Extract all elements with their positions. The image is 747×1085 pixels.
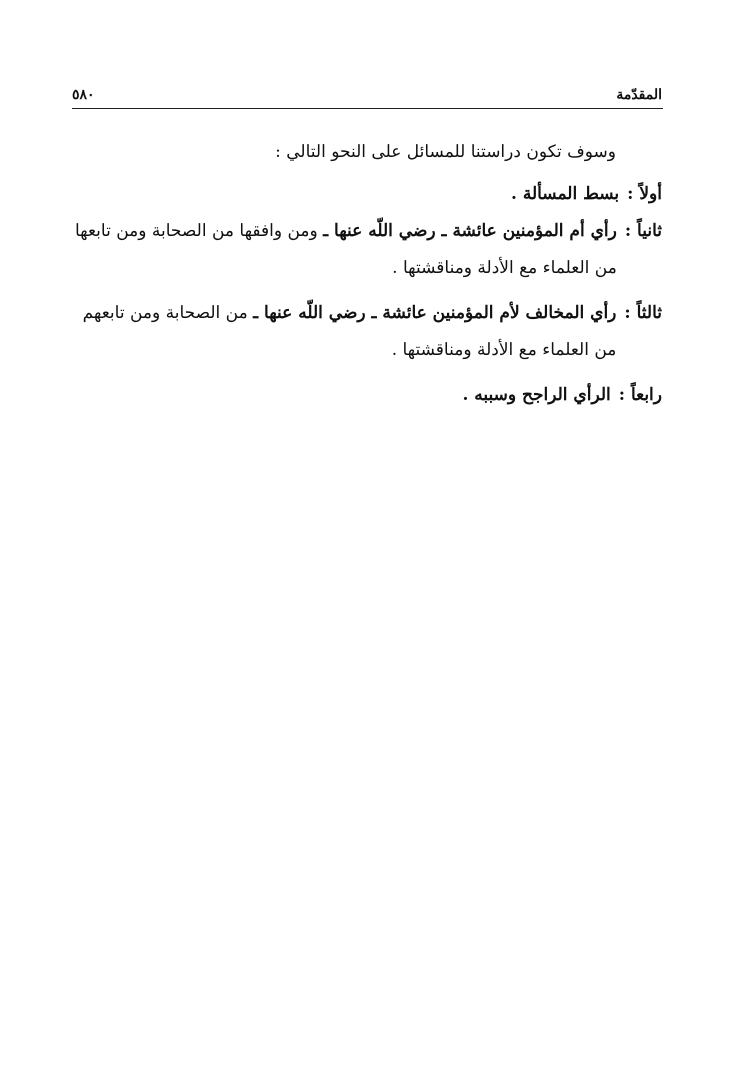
item-label: أولاً : (627, 184, 662, 204)
item-line-continuation: من العلماء مع الأدلة ومناقشتها . (392, 258, 617, 278)
item-text: بسط المسألة . (511, 184, 620, 204)
header-chapter-title: المقدّمة (616, 87, 662, 103)
item-label: رابعاً : (618, 385, 662, 405)
item-body (62, 176, 619, 213)
list-item-fourth (62, 377, 662, 414)
item-text-bold: رأي المخالف لأم المؤمنين عائشة ـ رضي اللّه عنها ـ (253, 303, 617, 323)
item-label: ثانياً : (624, 221, 662, 241)
item-line (62, 213, 617, 250)
body-text (62, 132, 662, 414)
item-text: الرأي الراجح وسببه . (462, 385, 611, 405)
item-body (62, 295, 616, 369)
item-body (62, 377, 611, 414)
item-line (62, 295, 616, 332)
running-header (72, 84, 662, 106)
list-item-third (62, 295, 662, 369)
item-body (62, 213, 617, 287)
list-item-second (62, 213, 662, 287)
intro-paragraph: وسوف تكون دراستنا للمسائل على النحو التالي : (275, 142, 616, 162)
item-text-bold: رأي أم المؤمنين عائشة ـ رضي اللّه عنها ـ (323, 221, 617, 241)
header-rule (72, 108, 663, 109)
item-text: من الصحابة ومن تابعهم (82, 303, 254, 323)
item-line-continuation: من العلماء مع الأدلة ومناقشتها . (391, 340, 617, 360)
list-item-first (62, 176, 662, 213)
page-number: ٥٨٠ (72, 87, 95, 103)
item-label: ثالثاً : (624, 303, 662, 323)
item-text: ومن وافقها من الصحابة ومن تابعها (74, 221, 324, 241)
